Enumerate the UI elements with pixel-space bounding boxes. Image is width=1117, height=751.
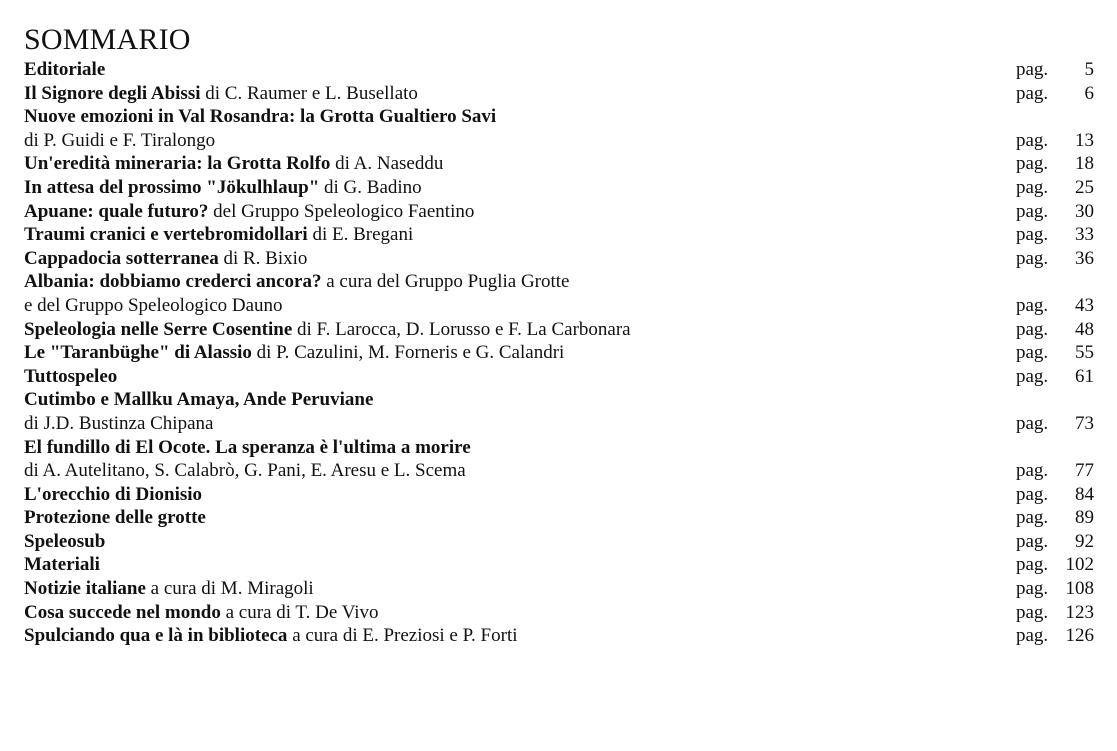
toc-entry bbox=[24, 176, 1100, 200]
article-author: a cura di T. De Vivo bbox=[220, 601, 379, 623]
page-reference bbox=[1016, 58, 1100, 82]
toc-entry-line bbox=[24, 105, 1100, 129]
page-number: 6 bbox=[1084, 82, 1094, 104]
toc-entry-line bbox=[24, 624, 1100, 648]
toc-entry-line bbox=[24, 412, 1100, 436]
page-number: 33 bbox=[1075, 224, 1094, 246]
page-label: pag. bbox=[1016, 412, 1049, 434]
toc-entry bbox=[24, 247, 1100, 271]
toc-entry-text bbox=[24, 388, 1100, 412]
toc-entry-line bbox=[24, 270, 1100, 294]
article-author: a cura del Gruppo Puglia Grotte bbox=[321, 271, 570, 293]
article-title: Il Signore degli Abissi bbox=[24, 82, 201, 104]
page-label: pag. bbox=[1016, 224, 1049, 246]
article-title: Speleologia nelle Serre Cosentine bbox=[24, 318, 293, 340]
page-label: pag. bbox=[1016, 601, 1049, 623]
toc-entry bbox=[24, 152, 1100, 176]
article-author: di A. Autelitano, S. Calabrò, G. Pani, E. Aresu e L. Scema bbox=[24, 460, 466, 482]
toc-entry-line bbox=[24, 318, 1100, 342]
page-number: 123 bbox=[1065, 601, 1094, 623]
article-title: Un'eredità mineraria: la Grotta Rolfo bbox=[24, 153, 331, 175]
article-author: di E. Bregani bbox=[307, 224, 414, 246]
toc-entry-line bbox=[24, 483, 1100, 507]
article-title: L'orecchio di Dionisio bbox=[24, 483, 203, 505]
toc-entry bbox=[24, 200, 1100, 224]
page-reference bbox=[1016, 294, 1100, 318]
page-number: 55 bbox=[1075, 342, 1094, 364]
toc-entry bbox=[24, 223, 1100, 247]
table-of-contents-page bbox=[24, 22, 1100, 648]
toc-entry-line bbox=[24, 436, 1100, 460]
page-label: pag. bbox=[1016, 294, 1049, 316]
page-reference bbox=[1016, 412, 1100, 436]
article-title: El fundillo di El Ocote. La speranza è l'ultima a morire bbox=[24, 436, 471, 458]
toc-entry bbox=[24, 58, 1100, 82]
page-number: 25 bbox=[1075, 176, 1094, 198]
toc-entry bbox=[24, 270, 1100, 317]
toc-entry-line bbox=[24, 152, 1100, 176]
page-number: 36 bbox=[1075, 247, 1094, 269]
toc-entry-line bbox=[24, 129, 1100, 153]
toc-entry bbox=[24, 365, 1100, 389]
toc-entry bbox=[24, 553, 1100, 577]
toc-entry-line bbox=[24, 247, 1100, 271]
article-title: Materiali bbox=[24, 554, 100, 576]
toc-entry-text bbox=[24, 483, 1016, 507]
article-title: Cosa succede nel mondo bbox=[24, 601, 221, 623]
toc-entry-text bbox=[24, 553, 1016, 577]
page-label: pag. bbox=[1016, 82, 1049, 104]
article-title: Tuttospeleo bbox=[24, 365, 118, 387]
article-title: Spulciando qua e là in biblioteca bbox=[24, 625, 288, 647]
page-label: pag. bbox=[1016, 578, 1049, 600]
article-author: di C. Raumer e L. Busellato bbox=[200, 82, 418, 104]
page-reference bbox=[1016, 152, 1100, 176]
toc-entry-line bbox=[24, 388, 1100, 412]
toc-list bbox=[24, 58, 1100, 648]
page-label: pag. bbox=[1016, 200, 1049, 222]
page-reference bbox=[1016, 365, 1100, 389]
toc-entry-line bbox=[24, 577, 1100, 601]
page-number: 61 bbox=[1075, 365, 1094, 387]
page-label: pag. bbox=[1016, 129, 1049, 151]
page-reference bbox=[1016, 459, 1100, 483]
toc-entry-text bbox=[24, 601, 1016, 625]
page-number: 77 bbox=[1075, 460, 1094, 482]
toc-entry-line bbox=[24, 223, 1100, 247]
page-number: 13 bbox=[1075, 129, 1094, 151]
page-number: 89 bbox=[1075, 507, 1094, 529]
page-reference bbox=[1016, 624, 1100, 648]
toc-entry-text bbox=[24, 223, 1016, 247]
article-title: Protezione delle grotte bbox=[24, 507, 206, 529]
page-number: 5 bbox=[1084, 59, 1094, 80]
page-number: 108 bbox=[1065, 578, 1094, 600]
toc-entry-text bbox=[24, 318, 1016, 342]
page-reference bbox=[1016, 247, 1100, 271]
page-label: pag. bbox=[1016, 59, 1049, 80]
toc-entry-text bbox=[24, 105, 1100, 129]
page-number: 73 bbox=[1075, 412, 1094, 434]
toc-entry bbox=[24, 483, 1100, 507]
page-reference bbox=[1016, 129, 1100, 153]
article-title: In attesa del prossimo "Jökulhlaup" bbox=[24, 176, 320, 198]
article-author: a cura di E. Preziosi e P. Forti bbox=[287, 625, 518, 647]
article-author: di G. Badino bbox=[319, 176, 422, 198]
toc-entry-text bbox=[24, 58, 1016, 82]
toc-entry bbox=[24, 436, 1100, 483]
toc-entry-line bbox=[24, 58, 1100, 82]
toc-entry-line bbox=[24, 294, 1100, 318]
page-reference bbox=[1016, 176, 1100, 200]
page-number: 92 bbox=[1075, 530, 1094, 552]
page-reference bbox=[1016, 200, 1100, 224]
page-reference bbox=[1016, 530, 1100, 554]
toc-entry-text bbox=[24, 176, 1016, 200]
toc-entry bbox=[24, 105, 1100, 152]
article-title: Traumi cranici e vertebromidollari bbox=[24, 224, 308, 246]
toc-entry-line bbox=[24, 365, 1100, 389]
article-title: Nuove emozioni in Val Rosandra: la Grotta Gualtiero Savi bbox=[24, 106, 497, 128]
toc-entry-text bbox=[24, 365, 1016, 389]
article-author: di R. Bixio bbox=[218, 247, 308, 269]
toc-entry-line bbox=[24, 506, 1100, 530]
toc-entry-text bbox=[24, 247, 1016, 271]
page-label: pag. bbox=[1016, 318, 1049, 340]
toc-entry bbox=[24, 577, 1100, 601]
toc-entry-line bbox=[24, 82, 1100, 106]
toc-entry bbox=[24, 341, 1100, 365]
page-label: pag. bbox=[1016, 554, 1049, 576]
article-author: di P. Cazulini, M. Forneris e G. Calandri bbox=[251, 342, 565, 364]
page-reference bbox=[1016, 506, 1100, 530]
page-number: 102 bbox=[1065, 554, 1094, 576]
article-title: Cutimbo e Mallku Amaya, Ande Peruviane bbox=[24, 389, 374, 411]
toc-entry-line bbox=[24, 459, 1100, 483]
page-label: pag. bbox=[1016, 342, 1049, 364]
page-number: 43 bbox=[1075, 294, 1094, 316]
toc-entry-line bbox=[24, 553, 1100, 577]
article-title: Notizie italiane bbox=[24, 578, 146, 600]
toc-entry-line bbox=[24, 530, 1100, 554]
page-label: pag. bbox=[1016, 483, 1049, 505]
toc-entry-line bbox=[24, 601, 1100, 625]
article-author: di A. Naseddu bbox=[330, 153, 444, 175]
toc-entry bbox=[24, 82, 1100, 106]
page-number: 48 bbox=[1075, 318, 1094, 340]
page-reference bbox=[1016, 82, 1100, 106]
page-reference bbox=[1016, 223, 1100, 247]
toc-entry-text bbox=[24, 436, 1100, 460]
toc-entry-text bbox=[24, 577, 1016, 601]
toc-entry-text bbox=[24, 200, 1016, 224]
page-label: pag. bbox=[1016, 365, 1049, 387]
article-title: Albania: dobbiamo crederci ancora? bbox=[24, 271, 322, 293]
toc-entry bbox=[24, 506, 1100, 530]
toc-entry-text bbox=[24, 152, 1016, 176]
article-author: a cura di M. Miragoli bbox=[145, 578, 314, 600]
page-label: pag. bbox=[1016, 460, 1049, 482]
toc-entry bbox=[24, 388, 1100, 435]
page-label: pag. bbox=[1016, 176, 1049, 198]
article-title: Le "Taranbüghe" di Alassio bbox=[24, 342, 252, 364]
article-title: Speleosub bbox=[24, 530, 106, 552]
toc-entry-text bbox=[24, 530, 1016, 554]
toc-entry bbox=[24, 624, 1100, 648]
article-title: Editoriale bbox=[24, 59, 106, 80]
page-title: SOMMARIO bbox=[24, 23, 191, 56]
page-reference bbox=[1016, 341, 1100, 365]
toc-entry-line bbox=[24, 341, 1100, 365]
toc-entry bbox=[24, 530, 1100, 554]
article-author: di F. Larocca, D. Lorusso e F. La Carbonara bbox=[292, 318, 631, 340]
page-label: pag. bbox=[1016, 625, 1049, 647]
page-label: pag. bbox=[1016, 507, 1049, 529]
page-reference bbox=[1016, 483, 1100, 507]
toc-entry-line bbox=[24, 200, 1100, 224]
page-number: 30 bbox=[1075, 200, 1094, 222]
toc-entry-text bbox=[24, 270, 1100, 294]
page-label: pag. bbox=[1016, 153, 1049, 175]
page-reference bbox=[1016, 318, 1100, 342]
toc-entry-text bbox=[24, 624, 1016, 648]
article-author: e del Gruppo Speleologico Dauno bbox=[24, 294, 283, 316]
page-reference bbox=[1016, 601, 1100, 625]
page-label: pag. bbox=[1016, 530, 1049, 552]
toc-entry bbox=[24, 601, 1100, 625]
page-reference bbox=[1016, 553, 1100, 577]
page-label: pag. bbox=[1016, 247, 1049, 269]
article-author: di J.D. Bustinza Chipana bbox=[24, 412, 214, 434]
toc-entry bbox=[24, 318, 1100, 342]
page-number: 126 bbox=[1065, 625, 1094, 647]
toc-entry-line bbox=[24, 176, 1100, 200]
article-author: del Gruppo Speleologico Faentino bbox=[208, 200, 475, 222]
toc-entry-text bbox=[24, 506, 1016, 530]
page-number: 84 bbox=[1075, 483, 1094, 505]
page-reference bbox=[1016, 577, 1100, 601]
page-number: 18 bbox=[1075, 153, 1094, 175]
article-author: di P. Guidi e F. Tiralongo bbox=[24, 129, 216, 151]
article-title: Cappadocia sotterranea bbox=[24, 247, 219, 269]
article-title: Apuane: quale futuro? bbox=[24, 200, 209, 222]
toc-entry-text bbox=[24, 82, 1016, 106]
toc-entry-text bbox=[24, 341, 1016, 365]
